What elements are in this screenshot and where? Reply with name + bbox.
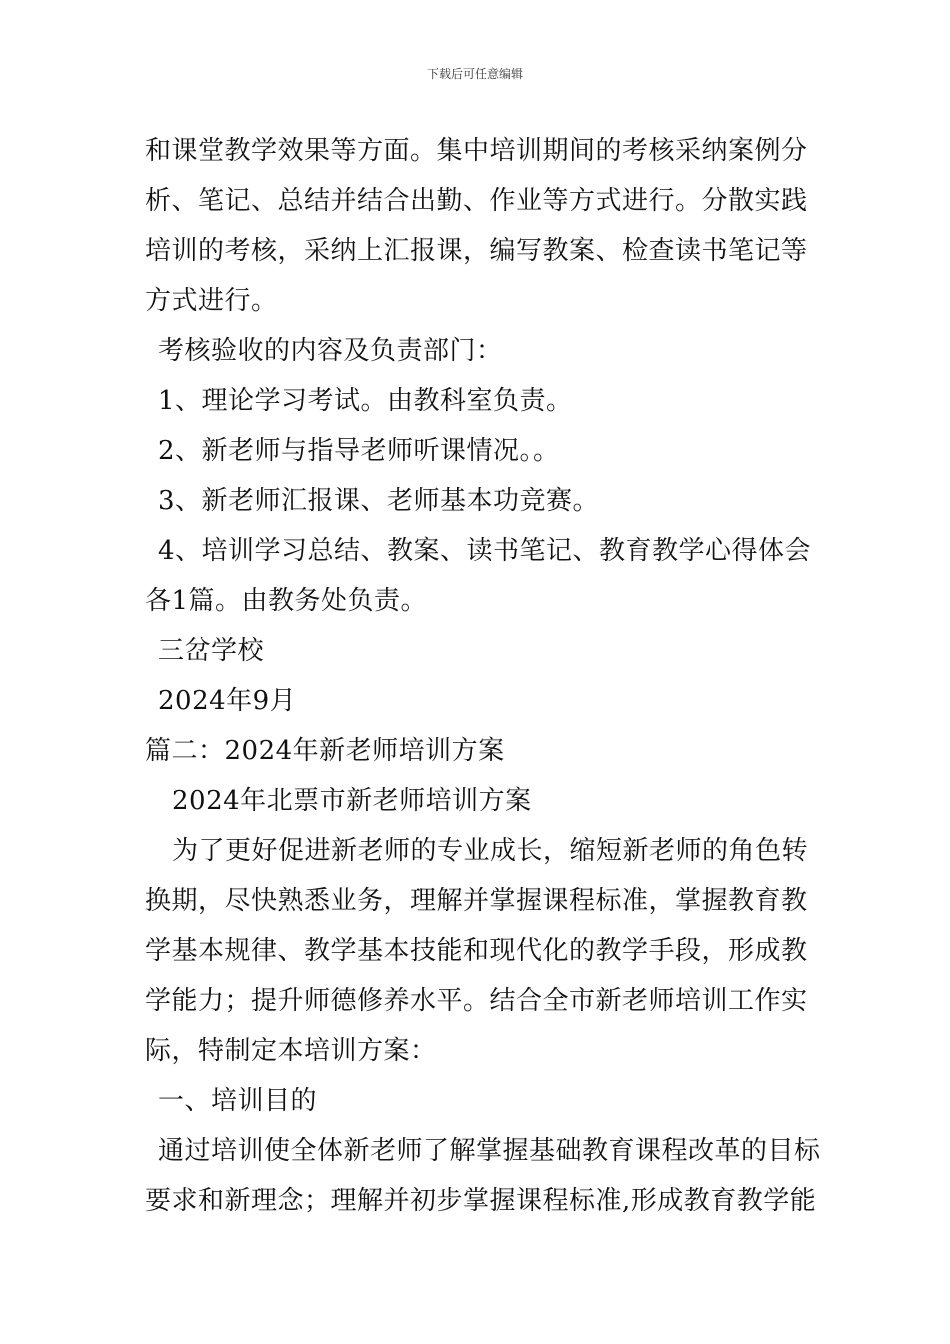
page-header: 下载后可任意编辑 [426, 67, 523, 81]
document-title: 2024年北票市新老师培训方案 [172, 786, 532, 816]
paragraph-line: 为了更好促进新老师的专业成长，缩短新老师的角色转 [172, 836, 809, 866]
signature-school: 三岔学校 [158, 636, 265, 666]
document-body [145, 126, 821, 1226]
paragraph-line: 学基本规律、教学基本技能和现代化的教学手段，形成教 [145, 936, 808, 966]
section-heading: 考核验收的内容及负责部门： [158, 336, 503, 366]
paragraph-line: 要求和新理念；理解并初步掌握课程标准,形成教育教学能 [145, 1186, 817, 1216]
paragraph-line: 培训的考核，采纳上汇报课，编写教案、检查读书笔记等 [145, 236, 808, 266]
list-item: 3、新老师汇报课、老师基本功竞赛。 [158, 486, 600, 516]
paragraph-line: 析、笔记、总结并结合出勤、作业等方式进行。分散实践 [145, 186, 808, 216]
paragraph-line: 际，特制定本培训方案： [145, 1036, 437, 1066]
signature-date: 2024年9月 [158, 686, 297, 716]
section-title: 篇二：2024年新老师培训方案 [145, 736, 505, 766]
section-heading: 一、培训目的 [158, 1086, 318, 1116]
paragraph-line: 各1篇。由教务处负责。 [145, 586, 428, 616]
list-item: 2、新老师与指导老师听课情况。。 [158, 436, 560, 466]
paragraph-line: 方式进行。 [145, 286, 278, 316]
paragraph-line: 学能力；提升师德修养水平。结合全市新老师培训工作实 [145, 986, 808, 1016]
list-item: 1、理论学习考试。由教科室负责。 [158, 386, 573, 416]
paragraph-line: 和课堂教学效果等方面。集中培训期间的考核采纳案例分 [145, 136, 808, 166]
list-item: 4、培训学习总结、教案、读书笔记、教育教学心得体会 [158, 536, 812, 566]
paragraph-line: 换期，尽快熟悉业务，理解并掌握课程标准，掌握教育教 [145, 886, 808, 916]
paragraph-line: 通过培训使全体新老师了解掌握基础教育课程改革的目标 [158, 1136, 821, 1166]
